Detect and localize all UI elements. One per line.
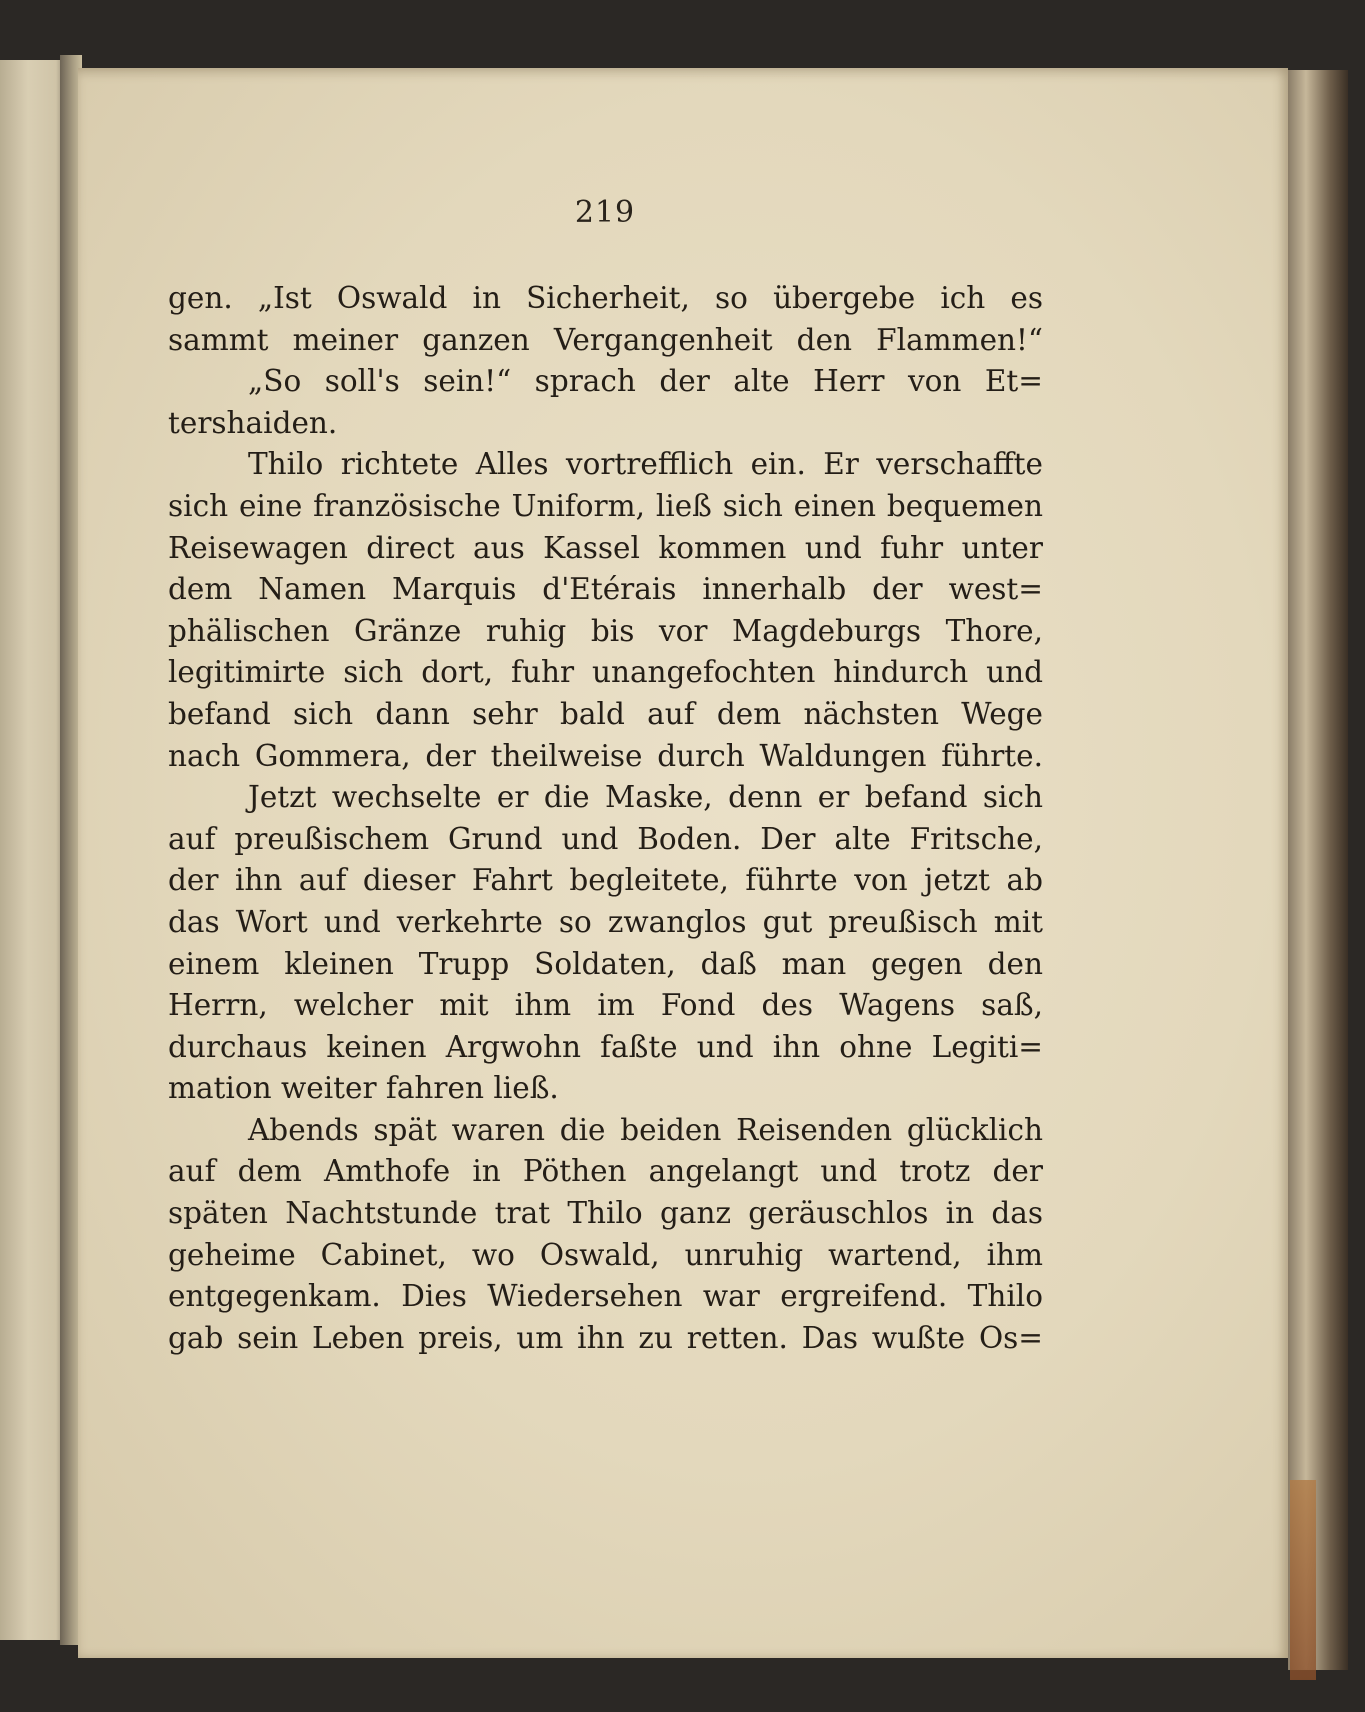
text-line: einem kleinen Trupp Soldaten, daß man gegen den [168, 946, 1043, 981]
page-text [168, 278, 1043, 1359]
text-line: auf dem Amthofe in Pöthen angelangt und trotz der [168, 1154, 1043, 1189]
text-line: tershaiden. [168, 405, 338, 440]
text-line: durchaus keinen Argwohn faßte und ihn ohne Legiti= [168, 1029, 1043, 1064]
text-line: gen. „Ist Oswald in Sicherheit, so übergebe ich es [168, 281, 1043, 315]
text-line: Jetzt wechselte er die Maske, denn er befand sich [248, 780, 1043, 815]
text-line: späten Nachtstunde trat Thilo ganz geräuschlos in das [168, 1196, 1043, 1231]
text-line: nach Gommera, der theilweise durch Waldungen führte. [168, 738, 1043, 773]
text-line: Reisewagen direct aus Kassel kommen und fuhr unter [168, 530, 1043, 565]
text-line: gab sein Leben preis, um ihn zu retten. Das wußte Os= [168, 1320, 1043, 1355]
text-line: Herrn, welcher mit ihm im Fond des Wagens saß, [168, 988, 1043, 1023]
text-line: Thilo richtete Alles vortrefflich ein. Er verschaffte [248, 447, 1043, 482]
text-line: entgegenkam. Dies Wiedersehen war ergreifend. Thilo [168, 1279, 1043, 1314]
text-line: „So soll's sein!“ sprach der alte Herr von Et= [248, 364, 1043, 399]
text-line: mation weiter fahren ließ. [168, 1071, 559, 1106]
text-line: Abends spät waren die beiden Reisenden glücklich [248, 1112, 1043, 1147]
text-line: sich eine französische Uniform, ließ sich einen bequemen [168, 488, 1043, 523]
text-line: legitimirte sich dort, fuhr unangefochten hindurch und [168, 655, 1043, 690]
text-line: der ihn auf dieser Fahrt begleitete, führte von jetzt ab [168, 863, 1043, 898]
text-line: sammt meiner ganzen Vergangenheit den Flammen!“ [168, 322, 1043, 357]
page-number: 219 [574, 195, 636, 230]
text-line: phälischen Gränze ruhig bis vor Magdeburgs Thore, [168, 613, 1043, 648]
cover-stain [1290, 1480, 1316, 1680]
text-line: auf preußischem Grund und Boden. Der alte Fritsche, [168, 821, 1043, 856]
text-line: befand sich dann sehr bald auf dem nächsten Wege [168, 696, 1043, 731]
book-cover-edge [1288, 70, 1348, 1670]
text-line: das Wort und verkehrte so zwanglos gut preußisch mit [168, 904, 1043, 939]
text-line: dem Namen Marquis d'Etérais innerhalb der west= [168, 572, 1043, 607]
text-line: geheime Cabinet, wo Oswald, unruhig wartend, ihm [168, 1237, 1043, 1272]
